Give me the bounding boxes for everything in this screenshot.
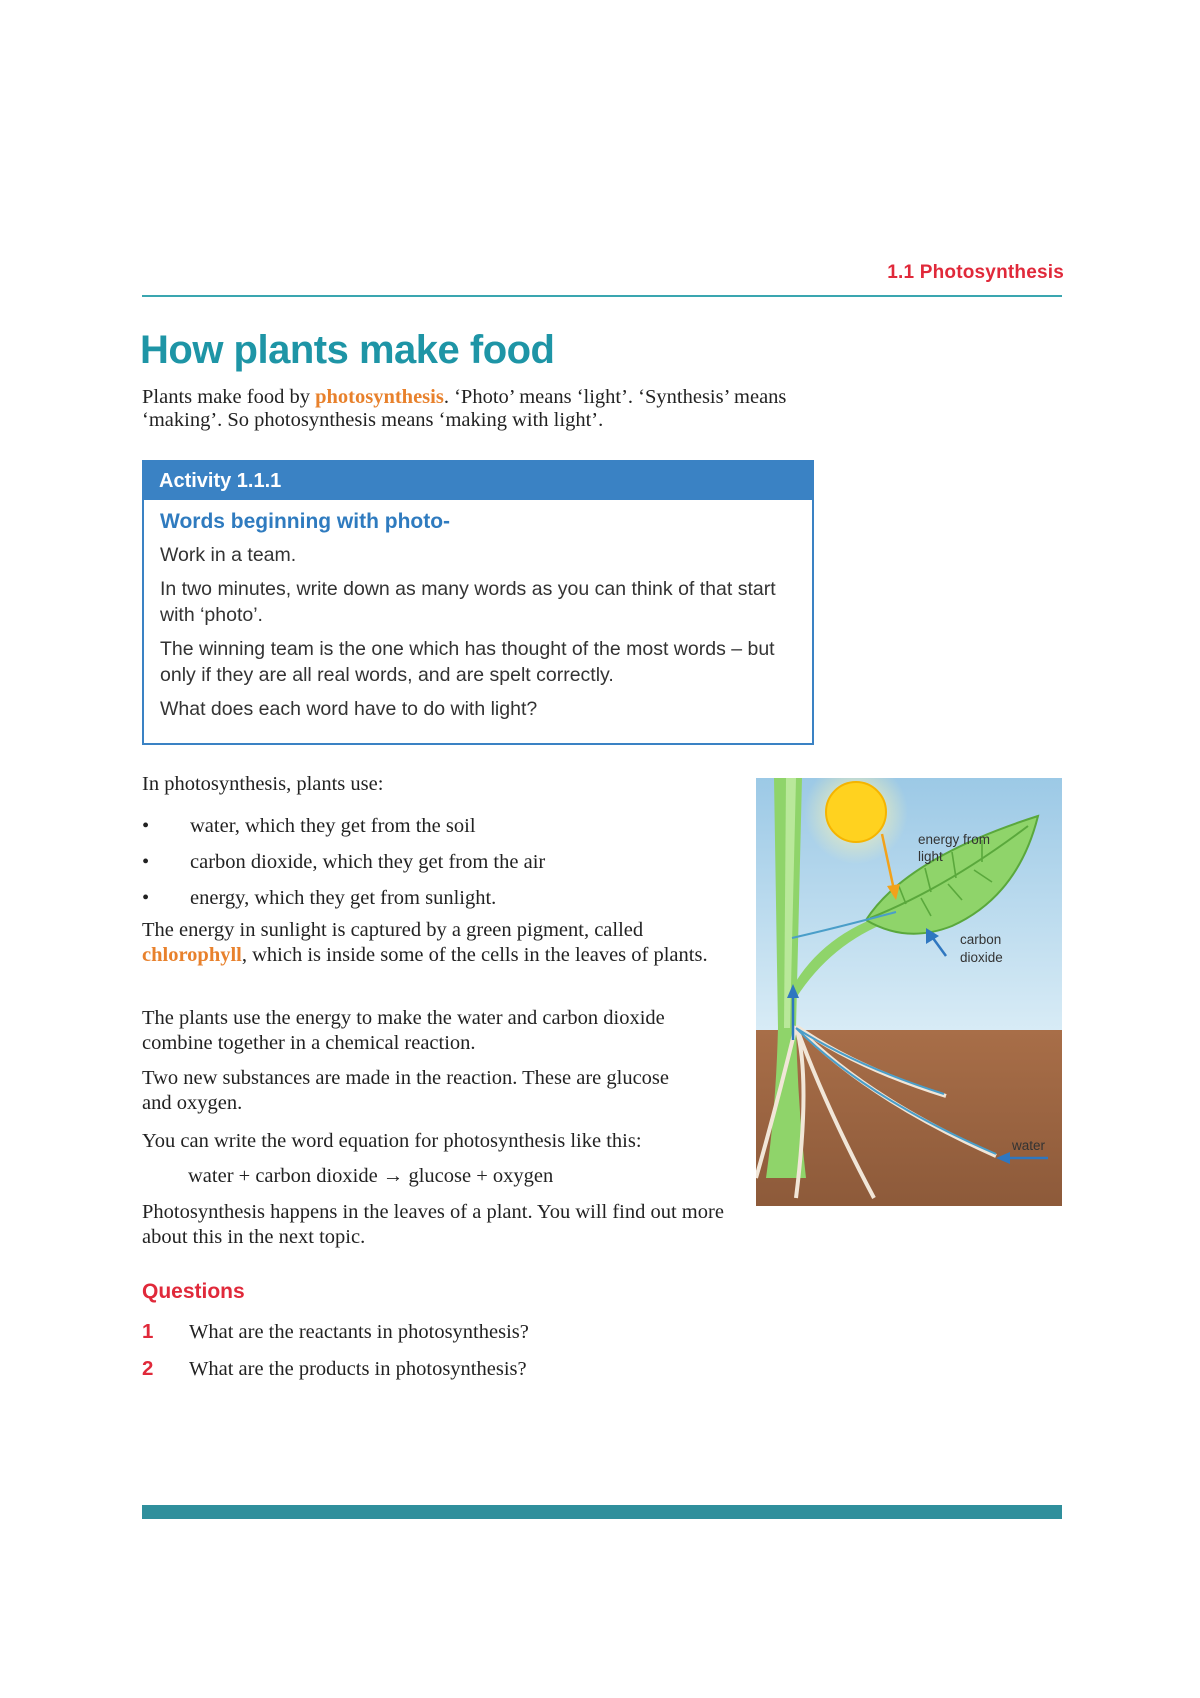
diagram-svg xyxy=(756,778,1062,1206)
equation-intro: You can write the word equation for photosynthesis like this: xyxy=(142,1130,642,1152)
energy-text-after: , which is inside some of the cells in the leaves of plants. xyxy=(241,944,708,966)
uses-intro: In photosynthesis, plants use: xyxy=(142,773,384,795)
uses-list xyxy=(142,808,545,916)
intro-text-before: Plants make food by xyxy=(142,386,316,408)
header-rule xyxy=(142,295,1062,297)
word-equation: water + carbon dioxide → glucose + oxygen xyxy=(188,1165,554,1187)
label-carbon-line1: carbon xyxy=(960,932,1002,947)
energy-text-before: The energy in sunlight is captured by a green pigment, called xyxy=(142,919,644,941)
combine-paragraph: The plants use the energy to make the water and carbon dioxide combine together in a chemical reaction. xyxy=(142,1007,665,1054)
keyword-chlorophyll: chlorophyll xyxy=(142,944,242,966)
question-text: What are the products in photosynthesis? xyxy=(189,1358,527,1380)
photosynthesis-diagram xyxy=(756,778,1062,1206)
label-water: water xyxy=(1012,1138,1046,1153)
activity-header: Activity 1.1.1 xyxy=(144,462,812,500)
activity-line: What does each word have to do with light? xyxy=(160,698,538,720)
keyword-photosynthesis: photosynthesis xyxy=(315,386,444,408)
question-number: 2 xyxy=(142,1357,154,1380)
activity-line: Work in a team. xyxy=(160,544,297,566)
label-energy-line2: light xyxy=(918,849,943,864)
label-energy-line1: energy from xyxy=(918,832,991,847)
activity-subtitle: Words beginning with photo- xyxy=(160,510,451,533)
intro-text-after: . ‘Photo’ means ‘light’. ‘Synthesis’ means ‘making’. So photosynthesis means ‘making with light’. xyxy=(142,386,787,431)
energy-paragraph xyxy=(142,918,732,968)
label-carbon-line2: dioxide xyxy=(960,950,1003,965)
products-paragraph: Two new substances are made in the reaction. These are glucose and oxygen. xyxy=(142,1067,669,1114)
leaves-paragraph: Photosynthesis happens in the leaves of a plant. You will find out more about this in the next topic. xyxy=(142,1201,724,1248)
list-item: • carbon dioxide, which they get from the air xyxy=(142,844,545,880)
page-title: How plants make food xyxy=(140,328,555,372)
section-label: 1.1 Photosynthesis xyxy=(887,262,1064,283)
footer-rule xyxy=(142,1505,1062,1519)
activity-line: The winning team is the one which has thought of the most words – but only if they are all real words, and are spelt correctly. xyxy=(160,638,775,686)
list-item: • water, which they get from the soil xyxy=(142,808,545,844)
list-item: • energy, which they get from sunlight. xyxy=(142,880,545,916)
question-item xyxy=(142,1320,529,1344)
intro-paragraph xyxy=(142,386,822,432)
sun-icon xyxy=(826,782,886,842)
question-text: What are the reactants in photosynthesis? xyxy=(189,1321,529,1343)
activity-line: In two minutes, write down as many words as you can think of that start with ‘photo’. xyxy=(160,578,776,626)
activity-box xyxy=(142,460,814,745)
question-item xyxy=(142,1357,527,1381)
questions-heading: Questions xyxy=(142,1280,245,1303)
question-number: 1 xyxy=(142,1320,154,1343)
